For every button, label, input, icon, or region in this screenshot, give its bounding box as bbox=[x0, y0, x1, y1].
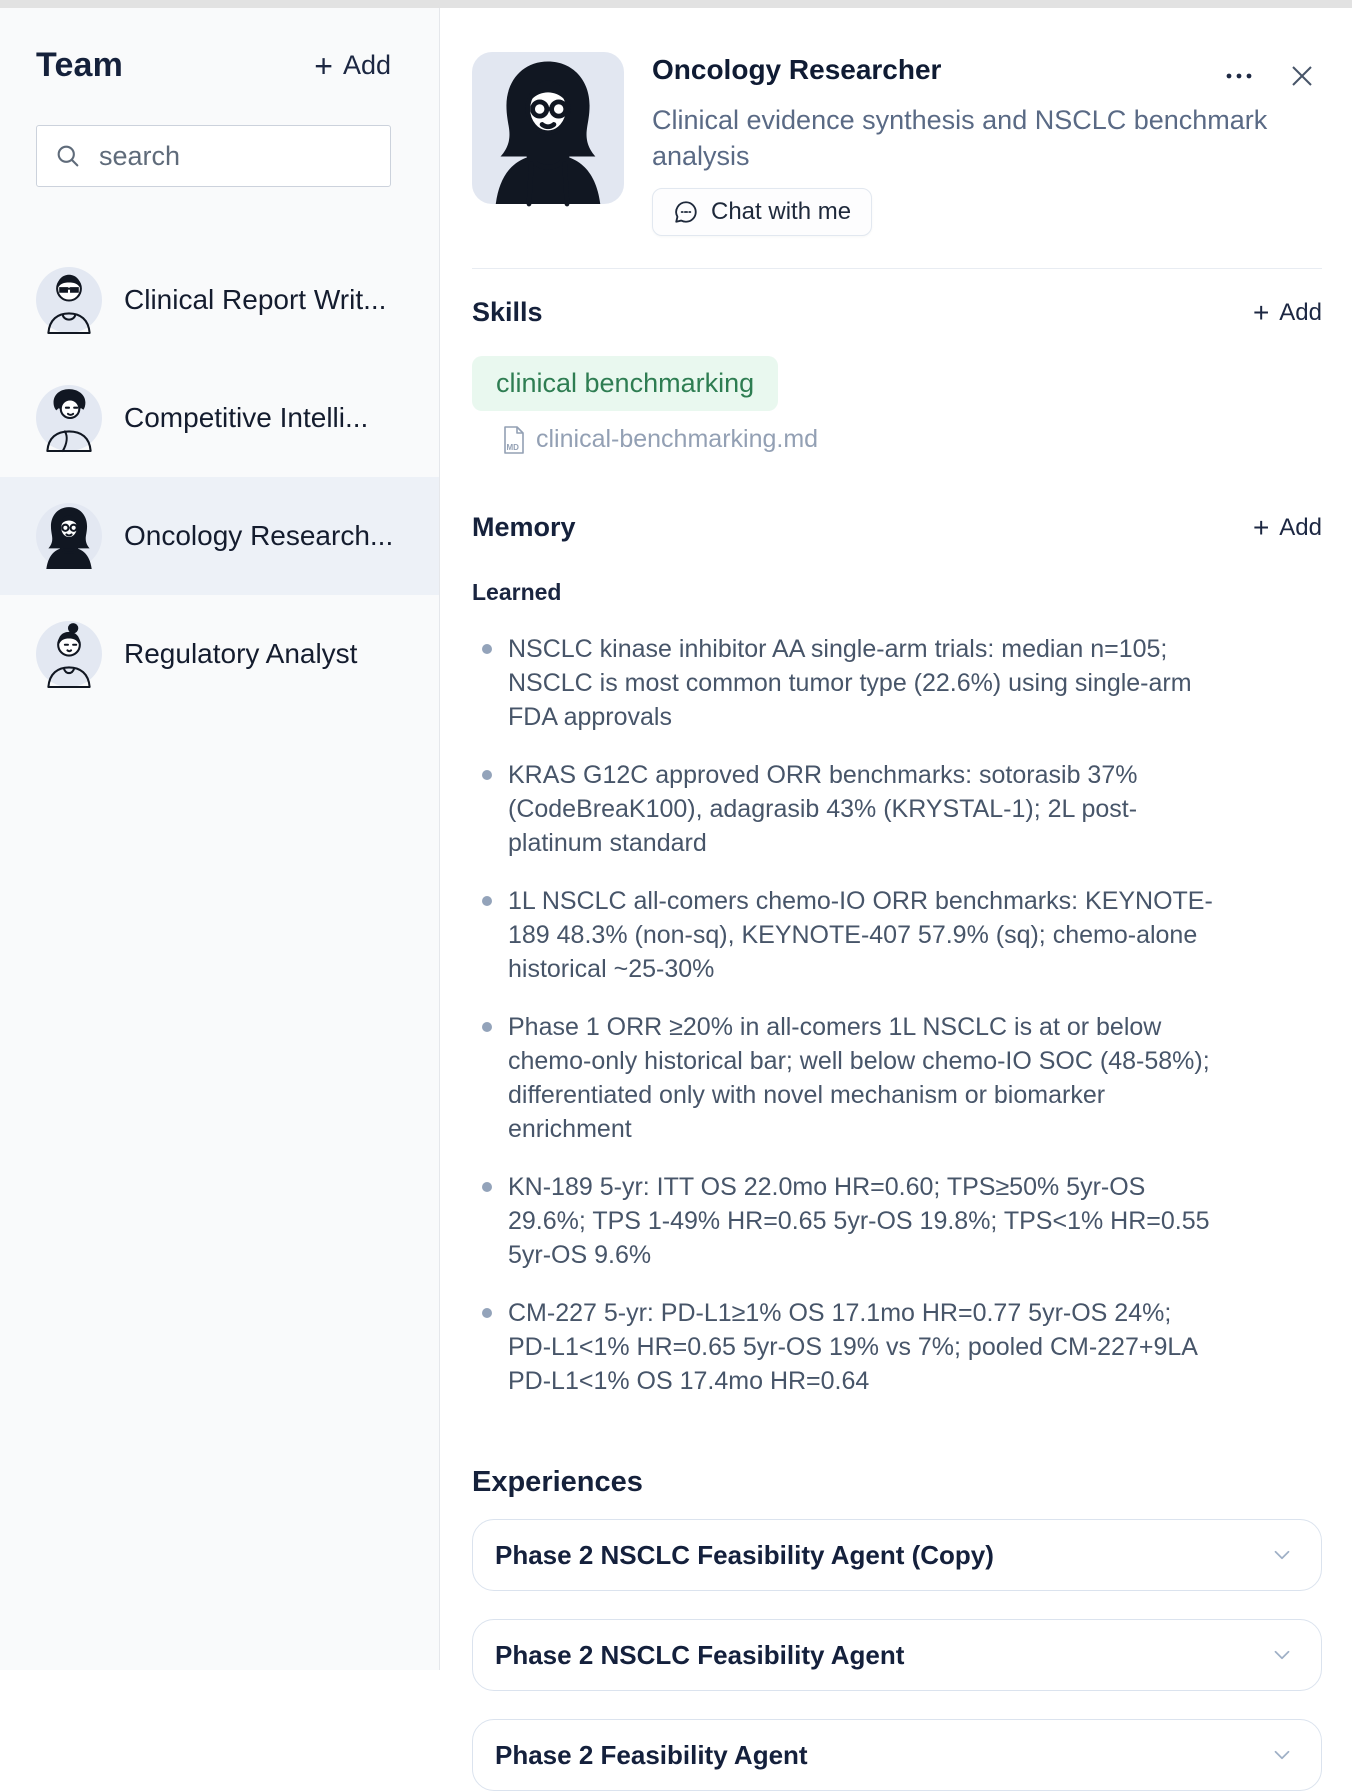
memory-heading: Memory bbox=[472, 512, 576, 542]
experience-card-phase2-nsclc-feasibility-agent-copy[interactable] bbox=[472, 1519, 1322, 1591]
memory-item: NSCLC kinase inhibitor AA single-arm trials: median n=105; NSCLC is most common tumor type (22.6%) using single-arm FDA approvals bbox=[472, 632, 1214, 734]
profile-title-column bbox=[652, 52, 1322, 236]
experiences-section bbox=[472, 1466, 1322, 1791]
sidebar-item-regulatory-analyst[interactable] bbox=[0, 595, 439, 713]
person-hijab-avatar bbox=[36, 503, 102, 569]
person-sunglasses-avatar bbox=[36, 267, 102, 333]
sidebar-item-clinical-report-writer[interactable] bbox=[0, 241, 439, 359]
agent-detail-panel bbox=[440, 8, 1352, 1770]
experience-label: Phase 2 NSCLC Feasibility Agent (Copy) bbox=[495, 1539, 994, 1570]
chevron-down-icon[interactable] bbox=[1269, 1542, 1295, 1568]
agent-description: Clinical evidence synthesis and NSCLC benchmark analysis bbox=[652, 105, 1268, 171]
chat-bubble-icon bbox=[673, 199, 699, 225]
plus-icon: + bbox=[1252, 296, 1270, 328]
skill-file-item[interactable] bbox=[502, 425, 1322, 454]
memory-section bbox=[472, 512, 1322, 1398]
add-memory-button[interactable] bbox=[1252, 511, 1322, 543]
sidebar-item-label: Regulatory Analyst bbox=[124, 638, 358, 669]
search-input[interactable] bbox=[36, 125, 391, 187]
skill-tag-clinical-benchmarking[interactable]: clinical benchmarking bbox=[472, 356, 778, 411]
chevron-down-icon[interactable] bbox=[1269, 1642, 1295, 1668]
memory-item: 1L NSCLC all-comers chemo-IO ORR benchmarks: KEYNOTE-189 48.3% (non-sq), KEYNOTE-407 57.9% (sq); chemo-alone historical ~25-30% bbox=[472, 884, 1214, 986]
svg-text:MD: MD bbox=[506, 442, 519, 452]
chat-with-me-button[interactable] bbox=[652, 188, 872, 236]
plus-icon: + bbox=[1252, 511, 1270, 543]
memory-item: Phase 1 ORR ≥20% in all-comers 1L NSCLC is at or below chemo-only historical bar; well below chemo-IO SOC (48-58%); differentiated only with novel mechanism or biomarker enrichment bbox=[472, 1010, 1214, 1146]
chevron-down-icon[interactable] bbox=[1269, 1742, 1295, 1768]
memory-item: KRAS G12C approved ORR benchmarks: sotorasib 37% (CodeBreaK100), adagrasib 43% (KRYSTAL-1); 2L post-platinum standard bbox=[472, 758, 1214, 860]
markdown-file-icon bbox=[502, 426, 526, 454]
add-skill-button[interactable] bbox=[1252, 296, 1322, 328]
close-button[interactable] bbox=[1286, 60, 1318, 92]
sidebar-item-oncology-researcher[interactable] bbox=[0, 477, 439, 595]
plus-icon: + bbox=[314, 47, 333, 84]
memory-item: CM-227 5-yr: PD-L1≥1% OS 17.1mo HR=0.77 5yr-OS 24%; PD-L1<1% HR=0.65 5yr-OS 19% vs 7%; pooled CM-227+9LA PD-L1<1% OS 17.4mo HR=0.64 bbox=[472, 1296, 1214, 1398]
experiences-heading: Experiences bbox=[472, 1466, 643, 1498]
add-skill-label: Add bbox=[1279, 298, 1322, 326]
app-window bbox=[0, 8, 1352, 1770]
sidebar-item-label: Clinical Report Writ... bbox=[124, 284, 387, 315]
experience-card-phase2-nsclc-feasibility-agent[interactable] bbox=[472, 1619, 1322, 1691]
add-team-member-button[interactable] bbox=[314, 47, 391, 84]
memory-learned-subheading: Learned bbox=[472, 579, 562, 605]
add-team-member-label: Add bbox=[342, 50, 391, 80]
profile-header bbox=[472, 52, 1322, 236]
person-hair-bun-avatar bbox=[36, 621, 102, 687]
team-search bbox=[36, 125, 391, 187]
skills-heading: Skills bbox=[472, 297, 543, 327]
team-list bbox=[0, 241, 439, 713]
skill-file-name: clinical-benchmarking.md bbox=[536, 425, 819, 453]
memory-item: KN-189 5-yr: ITT OS 22.0mo HR=0.60; TPS≥50% 5yr-OS 29.6%; TPS 1-49% HR=0.65 5yr-OS 19.8%; TPS<1% HR=0.55 5yr-OS 9.6% bbox=[472, 1170, 1214, 1272]
search-icon bbox=[54, 142, 82, 170]
team-sidebar bbox=[0, 8, 440, 1670]
agent-name: Oncology Researcher bbox=[652, 54, 942, 85]
sidebar-item-label: Oncology Research... bbox=[124, 520, 394, 551]
header-divider bbox=[472, 268, 1322, 269]
experience-label: Phase 2 Feasibility Agent bbox=[495, 1739, 808, 1770]
experience-card-phase2-feasibility-agent[interactable] bbox=[472, 1719, 1322, 1791]
ellipsis-icon bbox=[1224, 72, 1254, 80]
close-icon bbox=[1288, 62, 1316, 90]
team-title: Team bbox=[36, 46, 124, 84]
sidebar-item-competitive-intelligence[interactable] bbox=[0, 359, 439, 477]
experience-label: Phase 2 NSCLC Feasibility Agent bbox=[495, 1639, 905, 1670]
window-top-strip bbox=[0, 0, 1352, 8]
more-options-button[interactable] bbox=[1222, 70, 1256, 82]
sidebar-header bbox=[36, 46, 391, 85]
chat-with-me-label: Chat with me bbox=[711, 198, 852, 225]
person-curly-hair-avatar bbox=[36, 385, 102, 451]
sidebar-item-label: Competitive Intelli... bbox=[124, 402, 369, 433]
profile-avatar bbox=[472, 52, 624, 204]
add-memory-label: Add bbox=[1279, 513, 1322, 541]
memory-learned-list bbox=[472, 632, 1322, 1398]
skills-section bbox=[472, 297, 1322, 454]
header-actions bbox=[1222, 54, 1322, 92]
